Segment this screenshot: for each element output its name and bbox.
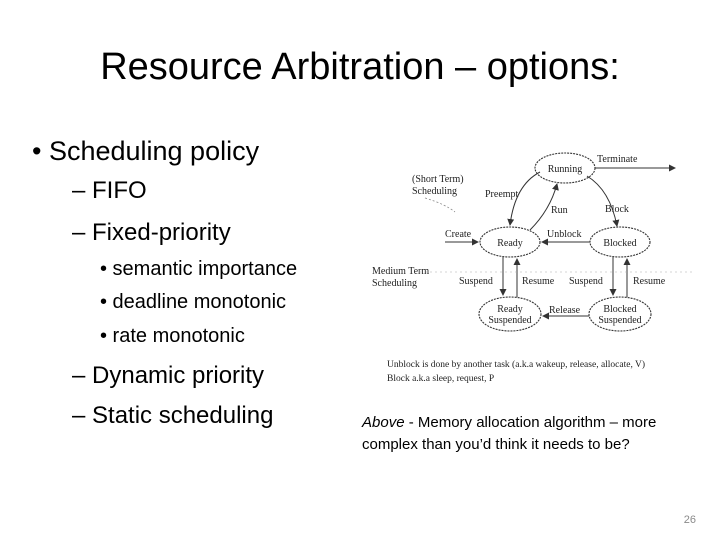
state-running-label: Running [547, 164, 583, 175]
label-resume-left: Resume [522, 276, 555, 287]
caption-text: - Memory allocation algorithm – more complex than you’d think it needs to be? [362, 414, 657, 453]
state-blocked-label: Blocked [603, 238, 637, 249]
bullet-deadline-monotonic: • deadline monotonic [100, 291, 287, 313]
label-release: Release [549, 305, 581, 316]
label-resume-right: Resume [633, 276, 666, 287]
label-short-term-1: (Short Term) [412, 174, 464, 185]
bullet-static-scheduling: – Static scheduling [72, 402, 274, 429]
label-short-term-2: Scheduling [412, 186, 457, 197]
page-number: 26 [683, 514, 696, 526]
arrow-block [587, 176, 617, 226]
label-unblock: Unblock [547, 229, 582, 240]
bullet-fifo: – FIFO [72, 177, 147, 204]
state-ready-suspended-label-1: Ready [497, 304, 523, 315]
state-ready-label: Ready [497, 238, 523, 249]
label-medium-term-2: Scheduling [372, 278, 417, 289]
label-run: Run [551, 205, 568, 216]
note-unblock: Unblock is done by another task (a.k.a wakeup, release, allocate, V) [387, 360, 646, 370]
bullet-fixed-priority: – Fixed-priority [72, 219, 231, 246]
label-preempt: Preempt [485, 189, 519, 200]
state-blocked-suspended-label-1: Blocked [603, 304, 637, 315]
label-suspend-right: Suspend [569, 276, 603, 287]
label-suspend-left: Suspend [459, 276, 493, 287]
slide-title: Resource Arbitration – options: [100, 46, 620, 88]
label-block: Block [605, 204, 629, 215]
process-state-diagram [365, 140, 705, 390]
bullet-dynamic-priority: – Dynamic priority [72, 362, 265, 389]
label-medium-term-1: Medium Term [372, 266, 430, 277]
bullet-scheduling-policy: • Scheduling policy [32, 136, 260, 166]
label-terminate: Terminate [597, 154, 638, 165]
bullet-semantic-importance: • semantic importance [100, 258, 298, 280]
diagram-caption [362, 412, 702, 456]
label-create: Create [445, 229, 472, 240]
state-blocked-suspended-label-2: Suspended [598, 315, 642, 326]
state-ready-suspended-label-2: Suspended [488, 315, 532, 326]
caption-emphasis: Above [362, 414, 405, 431]
bullet-rate-monotonic: • rate monotonic [100, 325, 245, 347]
note-block: Block a.k.a sleep, request, P [387, 374, 495, 384]
short-term-divider [425, 198, 455, 212]
